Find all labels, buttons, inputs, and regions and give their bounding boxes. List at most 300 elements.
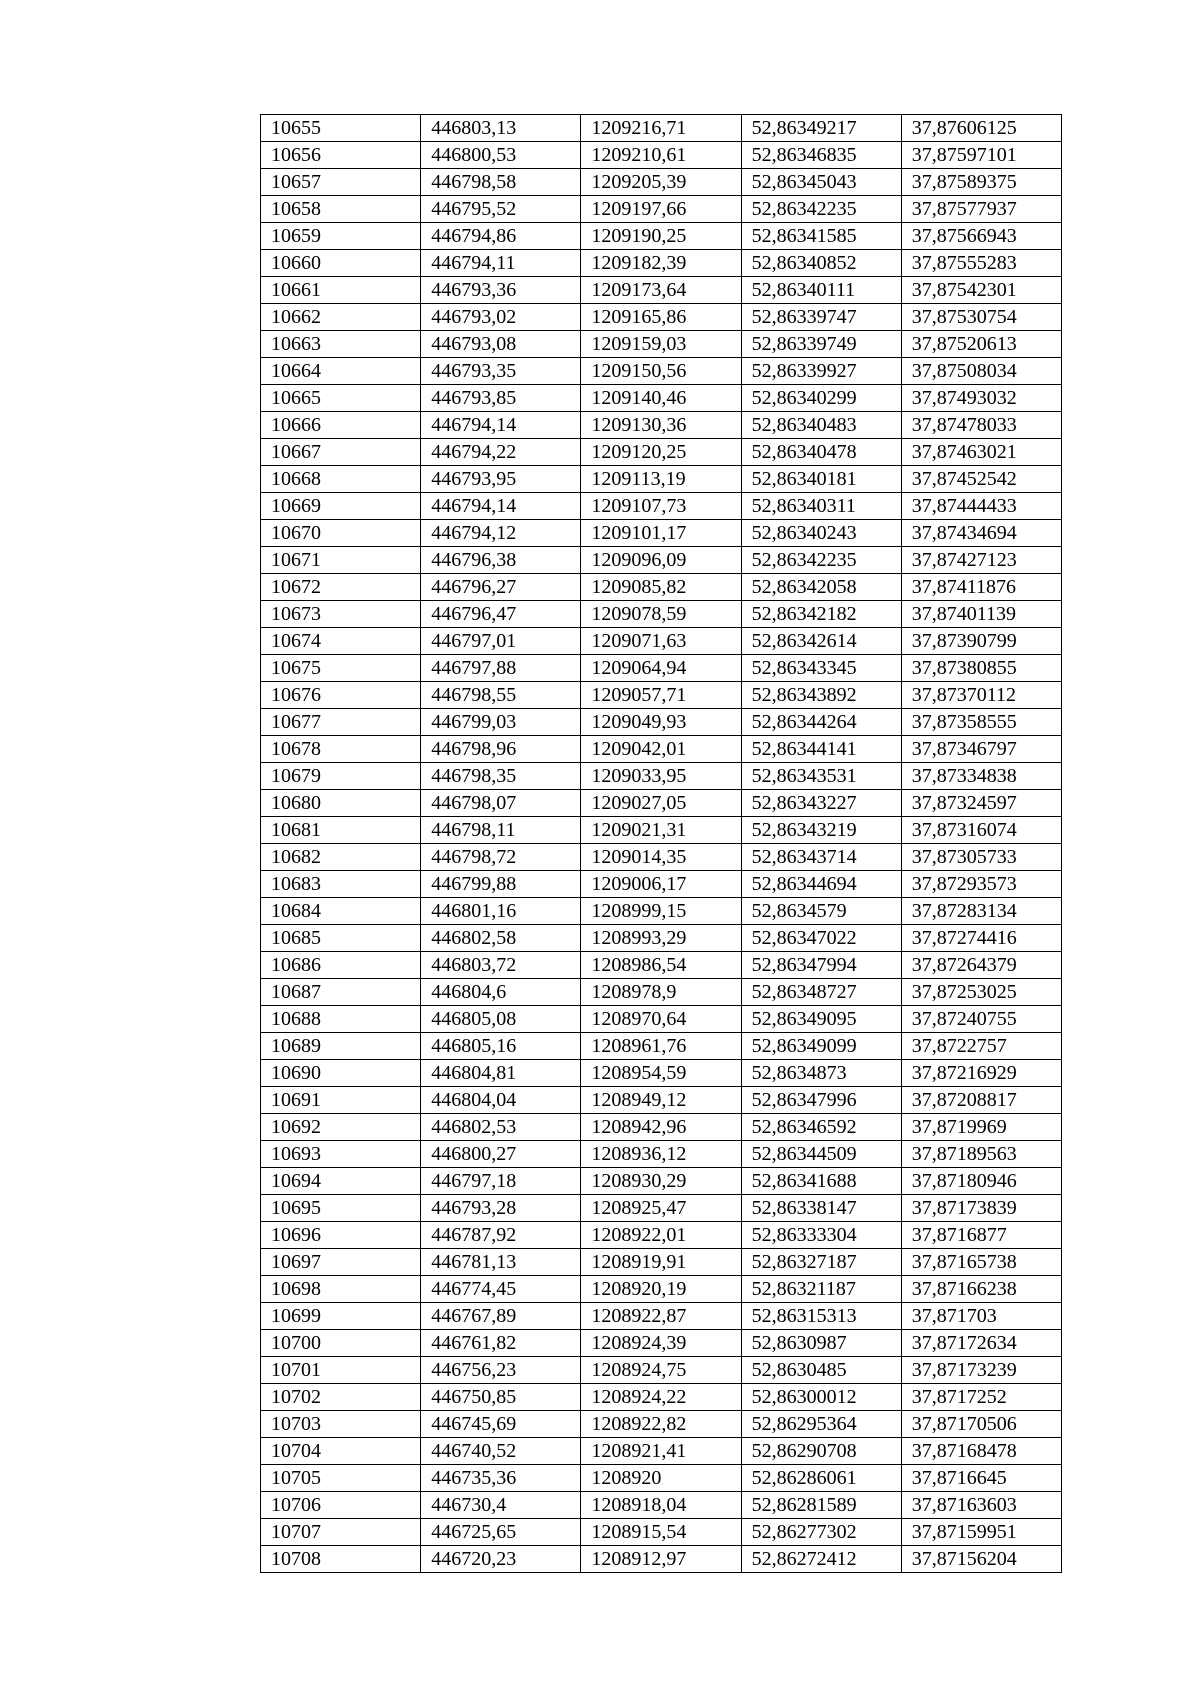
latitude-cell: 52,86347022 [741,925,901,952]
point-number-cell: 10689 [261,1033,421,1060]
table-row [261,1546,1062,1573]
table-row [261,844,1062,871]
y-coordinate-cell: 1209064,94 [581,655,741,682]
point-number-cell: 10672 [261,574,421,601]
table-row [261,817,1062,844]
latitude-cell: 52,86339927 [741,358,901,385]
table-row [261,1033,1062,1060]
longitude-cell: 37,87597101 [901,142,1061,169]
x-coordinate-cell: 446797,88 [421,655,581,682]
table-row [261,682,1062,709]
longitude-cell: 37,8722757 [901,1033,1061,1060]
y-coordinate-cell: 1208986,54 [581,952,741,979]
table-row [261,1303,1062,1330]
x-coordinate-cell: 446799,88 [421,871,581,898]
table-row [261,223,1062,250]
longitude-cell: 37,8719969 [901,1114,1061,1141]
longitude-cell: 37,87283134 [901,898,1061,925]
y-coordinate-cell: 1209113,19 [581,466,741,493]
point-number-cell: 10693 [261,1141,421,1168]
longitude-cell: 37,8716877 [901,1222,1061,1249]
x-coordinate-cell: 446802,58 [421,925,581,952]
longitude-cell: 37,87478033 [901,412,1061,439]
x-coordinate-cell: 446745,69 [421,1411,581,1438]
x-coordinate-cell: 446800,53 [421,142,581,169]
table-row [261,763,1062,790]
x-coordinate-cell: 446803,72 [421,952,581,979]
table-row [261,655,1062,682]
point-number-cell: 10662 [261,304,421,331]
table-row [261,1114,1062,1141]
point-number-cell: 10705 [261,1465,421,1492]
longitude-cell: 37,87520613 [901,331,1061,358]
table-row [261,736,1062,763]
point-number-cell: 10658 [261,196,421,223]
longitude-cell: 37,8716645 [901,1465,1061,1492]
latitude-cell: 52,86339747 [741,304,901,331]
y-coordinate-cell: 1208915,54 [581,1519,741,1546]
longitude-cell: 37,87165738 [901,1249,1061,1276]
point-number-cell: 10661 [261,277,421,304]
point-number-cell: 10706 [261,1492,421,1519]
longitude-cell: 37,87180946 [901,1168,1061,1195]
y-coordinate-cell: 1209173,64 [581,277,741,304]
longitude-cell: 37,87316074 [901,817,1061,844]
latitude-cell: 52,86342235 [741,547,901,574]
y-coordinate-cell: 1208922,01 [581,1222,741,1249]
y-coordinate-cell: 1208921,41 [581,1438,741,1465]
y-coordinate-cell: 1208924,39 [581,1330,741,1357]
point-number-cell: 10674 [261,628,421,655]
y-coordinate-cell: 1209057,71 [581,682,741,709]
table-row [261,925,1062,952]
point-number-cell: 10655 [261,115,421,142]
longitude-cell: 37,87427123 [901,547,1061,574]
longitude-cell: 37,87555283 [901,250,1061,277]
longitude-cell: 37,87380855 [901,655,1061,682]
y-coordinate-cell: 1209014,35 [581,844,741,871]
longitude-cell: 37,87168478 [901,1438,1061,1465]
latitude-cell: 52,86340483 [741,412,901,439]
x-coordinate-cell: 446798,35 [421,763,581,790]
table-row [261,169,1062,196]
point-number-cell: 10683 [261,871,421,898]
longitude-cell: 37,87173239 [901,1357,1061,1384]
latitude-cell: 52,86339749 [741,331,901,358]
x-coordinate-cell: 446794,14 [421,493,581,520]
table-row [261,1087,1062,1114]
longitude-cell: 37,871703 [901,1303,1061,1330]
longitude-cell: 37,87253025 [901,979,1061,1006]
y-coordinate-cell: 1208954,59 [581,1060,741,1087]
longitude-cell: 37,87189563 [901,1141,1061,1168]
table-row [261,1141,1062,1168]
longitude-cell: 37,87401139 [901,601,1061,628]
longitude-cell: 37,87159951 [901,1519,1061,1546]
point-number-cell: 10665 [261,385,421,412]
x-coordinate-cell: 446761,82 [421,1330,581,1357]
latitude-cell: 52,86300012 [741,1384,901,1411]
y-coordinate-cell: 1208930,29 [581,1168,741,1195]
latitude-cell: 52,86344141 [741,736,901,763]
latitude-cell: 52,86343219 [741,817,901,844]
x-coordinate-cell: 446798,58 [421,169,581,196]
point-number-cell: 10697 [261,1249,421,1276]
x-coordinate-cell: 446801,16 [421,898,581,925]
latitude-cell: 52,86347994 [741,952,901,979]
y-coordinate-cell: 1209049,93 [581,709,741,736]
latitude-cell: 52,86340299 [741,385,901,412]
table-row [261,250,1062,277]
x-coordinate-cell: 446794,14 [421,412,581,439]
latitude-cell: 52,86338147 [741,1195,901,1222]
point-number-cell: 10671 [261,547,421,574]
x-coordinate-cell: 446799,03 [421,709,581,736]
x-coordinate-cell: 446735,36 [421,1465,581,1492]
x-coordinate-cell: 446787,92 [421,1222,581,1249]
table-row [261,304,1062,331]
longitude-cell: 37,87166238 [901,1276,1061,1303]
table-row [261,1168,1062,1195]
latitude-cell: 52,86342058 [741,574,901,601]
y-coordinate-cell: 1208922,87 [581,1303,741,1330]
longitude-cell: 37,87493032 [901,385,1061,412]
latitude-cell: 52,86343345 [741,655,901,682]
longitude-cell: 37,87208817 [901,1087,1061,1114]
latitude-cell: 52,86340852 [741,250,901,277]
x-coordinate-cell: 446805,16 [421,1033,581,1060]
latitude-cell: 52,86340111 [741,277,901,304]
longitude-cell: 37,87606125 [901,115,1061,142]
point-number-cell: 10701 [261,1357,421,1384]
x-coordinate-cell: 446774,45 [421,1276,581,1303]
y-coordinate-cell: 1209096,09 [581,547,741,574]
x-coordinate-cell: 446793,02 [421,304,581,331]
point-number-cell: 10682 [261,844,421,871]
latitude-cell: 52,86349099 [741,1033,901,1060]
latitude-cell: 52,86277302 [741,1519,901,1546]
x-coordinate-cell: 446794,12 [421,520,581,547]
point-number-cell: 10669 [261,493,421,520]
latitude-cell: 52,86344509 [741,1141,901,1168]
longitude-cell: 37,87411876 [901,574,1061,601]
longitude-cell: 37,87542301 [901,277,1061,304]
x-coordinate-cell: 446793,36 [421,277,581,304]
table-row [261,1195,1062,1222]
longitude-cell: 37,87508034 [901,358,1061,385]
point-number-cell: 10696 [261,1222,421,1249]
y-coordinate-cell: 1209033,95 [581,763,741,790]
x-coordinate-cell: 446805,08 [421,1006,581,1033]
x-coordinate-cell: 446793,35 [421,358,581,385]
longitude-cell: 37,87452542 [901,466,1061,493]
table-row [261,871,1062,898]
x-coordinate-cell: 446730,4 [421,1492,581,1519]
point-number-cell: 10685 [261,925,421,952]
point-number-cell: 10656 [261,142,421,169]
longitude-cell: 37,87346797 [901,736,1061,763]
table-row [261,196,1062,223]
latitude-cell: 52,86341688 [741,1168,901,1195]
longitude-cell: 37,87293573 [901,871,1061,898]
table-row [261,1519,1062,1546]
x-coordinate-cell: 446756,23 [421,1357,581,1384]
point-number-cell: 10676 [261,682,421,709]
table-row [261,1384,1062,1411]
table-row [261,898,1062,925]
x-coordinate-cell: 446725,65 [421,1519,581,1546]
x-coordinate-cell: 446793,85 [421,385,581,412]
coordinates-table-body [261,115,1062,1573]
y-coordinate-cell: 1208978,9 [581,979,741,1006]
x-coordinate-cell: 446798,96 [421,736,581,763]
table-row [261,358,1062,385]
latitude-cell: 52,8630485 [741,1357,901,1384]
y-coordinate-cell: 1208920 [581,1465,741,1492]
x-coordinate-cell: 446796,47 [421,601,581,628]
latitude-cell: 52,86345043 [741,169,901,196]
latitude-cell: 52,86349095 [741,1006,901,1033]
x-coordinate-cell: 446803,13 [421,115,581,142]
latitude-cell: 52,86295364 [741,1411,901,1438]
y-coordinate-cell: 1208920,19 [581,1276,741,1303]
latitude-cell: 52,86342614 [741,628,901,655]
y-coordinate-cell: 1208993,29 [581,925,741,952]
latitude-cell: 52,86346592 [741,1114,901,1141]
table-row [261,1438,1062,1465]
table-row [261,709,1062,736]
point-number-cell: 10667 [261,439,421,466]
x-coordinate-cell: 446793,28 [421,1195,581,1222]
y-coordinate-cell: 1209182,39 [581,250,741,277]
latitude-cell: 52,86340181 [741,466,901,493]
y-coordinate-cell: 1208922,82 [581,1411,741,1438]
table-row [261,1465,1062,1492]
table-row [261,1492,1062,1519]
latitude-cell: 52,86341585 [741,223,901,250]
latitude-cell: 52,86333304 [741,1222,901,1249]
x-coordinate-cell: 446798,55 [421,682,581,709]
y-coordinate-cell: 1209085,82 [581,574,741,601]
latitude-cell: 52,86348727 [741,979,901,1006]
latitude-cell: 52,86315313 [741,1303,901,1330]
point-number-cell: 10687 [261,979,421,1006]
x-coordinate-cell: 446794,86 [421,223,581,250]
longitude-cell: 37,87240755 [901,1006,1061,1033]
latitude-cell: 52,86281589 [741,1492,901,1519]
point-number-cell: 10708 [261,1546,421,1573]
latitude-cell: 52,86340243 [741,520,901,547]
y-coordinate-cell: 1208918,04 [581,1492,741,1519]
table-row [261,952,1062,979]
latitude-cell: 52,86340311 [741,493,901,520]
latitude-cell: 52,86343227 [741,790,901,817]
x-coordinate-cell: 446797,01 [421,628,581,655]
x-coordinate-cell: 446796,27 [421,574,581,601]
longitude-cell: 37,87305733 [901,844,1061,871]
x-coordinate-cell: 446800,27 [421,1141,581,1168]
longitude-cell: 37,87264379 [901,952,1061,979]
x-coordinate-cell: 446804,04 [421,1087,581,1114]
y-coordinate-cell: 1208936,12 [581,1141,741,1168]
y-coordinate-cell: 1208999,15 [581,898,741,925]
longitude-cell: 37,87163603 [901,1492,1061,1519]
table-row [261,1249,1062,1276]
point-number-cell: 10692 [261,1114,421,1141]
x-coordinate-cell: 446740,52 [421,1438,581,1465]
point-number-cell: 10681 [261,817,421,844]
point-number-cell: 10684 [261,898,421,925]
longitude-cell: 37,87444433 [901,493,1061,520]
x-coordinate-cell: 446794,22 [421,439,581,466]
point-number-cell: 10707 [261,1519,421,1546]
y-coordinate-cell: 1208949,12 [581,1087,741,1114]
point-number-cell: 10702 [261,1384,421,1411]
table-row [261,547,1062,574]
coordinates-table [260,114,1062,1573]
x-coordinate-cell: 446798,72 [421,844,581,871]
point-number-cell: 10699 [261,1303,421,1330]
x-coordinate-cell: 446798,11 [421,817,581,844]
point-number-cell: 10668 [261,466,421,493]
latitude-cell: 52,86321187 [741,1276,901,1303]
table-row [261,142,1062,169]
y-coordinate-cell: 1209159,03 [581,331,741,358]
y-coordinate-cell: 1209101,17 [581,520,741,547]
y-coordinate-cell: 1208970,64 [581,1006,741,1033]
y-coordinate-cell: 1208924,22 [581,1384,741,1411]
longitude-cell: 37,87274416 [901,925,1061,952]
latitude-cell: 52,86344694 [741,871,901,898]
point-number-cell: 10664 [261,358,421,385]
point-number-cell: 10660 [261,250,421,277]
point-number-cell: 10700 [261,1330,421,1357]
latitude-cell: 52,86343892 [741,682,901,709]
table-row [261,1060,1062,1087]
point-number-cell: 10690 [261,1060,421,1087]
y-coordinate-cell: 1209197,66 [581,196,741,223]
x-coordinate-cell: 446767,89 [421,1303,581,1330]
latitude-cell: 52,86272412 [741,1546,901,1573]
y-coordinate-cell: 1208924,75 [581,1357,741,1384]
y-coordinate-cell: 1209150,56 [581,358,741,385]
y-coordinate-cell: 1208961,76 [581,1033,741,1060]
y-coordinate-cell: 1209190,25 [581,223,741,250]
x-coordinate-cell: 446720,23 [421,1546,581,1573]
point-number-cell: 10698 [261,1276,421,1303]
longitude-cell: 37,87566943 [901,223,1061,250]
x-coordinate-cell: 446804,81 [421,1060,581,1087]
latitude-cell: 52,8630987 [741,1330,901,1357]
longitude-cell: 37,87530754 [901,304,1061,331]
table-row [261,331,1062,358]
point-number-cell: 10673 [261,601,421,628]
table-row [261,1330,1062,1357]
x-coordinate-cell: 446795,52 [421,196,581,223]
point-number-cell: 10704 [261,1438,421,1465]
latitude-cell: 52,86343531 [741,763,901,790]
latitude-cell: 52,86343714 [741,844,901,871]
y-coordinate-cell: 1209210,61 [581,142,741,169]
longitude-cell: 37,87324597 [901,790,1061,817]
point-number-cell: 10663 [261,331,421,358]
latitude-cell: 52,86342235 [741,196,901,223]
longitude-cell: 37,87216929 [901,1060,1061,1087]
latitude-cell: 52,86347996 [741,1087,901,1114]
latitude-cell: 52,86342182 [741,601,901,628]
point-number-cell: 10666 [261,412,421,439]
table-row [261,439,1062,466]
latitude-cell: 52,86344264 [741,709,901,736]
table-row [261,1357,1062,1384]
longitude-cell: 37,87589375 [901,169,1061,196]
longitude-cell: 37,87173839 [901,1195,1061,1222]
table-row [261,1006,1062,1033]
y-coordinate-cell: 1209216,71 [581,115,741,142]
latitude-cell: 52,86346835 [741,142,901,169]
y-coordinate-cell: 1209027,05 [581,790,741,817]
point-number-cell: 10677 [261,709,421,736]
longitude-cell: 37,87390799 [901,628,1061,655]
table-row [261,412,1062,439]
point-number-cell: 10657 [261,169,421,196]
y-coordinate-cell: 1209042,01 [581,736,741,763]
table-row [261,574,1062,601]
y-coordinate-cell: 1209021,31 [581,817,741,844]
longitude-cell: 37,87577937 [901,196,1061,223]
y-coordinate-cell: 1209107,73 [581,493,741,520]
longitude-cell: 37,87172634 [901,1330,1061,1357]
y-coordinate-cell: 1209140,46 [581,385,741,412]
x-coordinate-cell: 446804,6 [421,979,581,1006]
y-coordinate-cell: 1209130,36 [581,412,741,439]
table-row [261,115,1062,142]
table-row [261,1276,1062,1303]
table-row [261,466,1062,493]
point-number-cell: 10703 [261,1411,421,1438]
point-number-cell: 10675 [261,655,421,682]
table-row [261,979,1062,1006]
point-number-cell: 10686 [261,952,421,979]
point-number-cell: 10694 [261,1168,421,1195]
longitude-cell: 37,87434694 [901,520,1061,547]
y-coordinate-cell: 1209078,59 [581,601,741,628]
latitude-cell: 52,86290708 [741,1438,901,1465]
point-number-cell: 10678 [261,736,421,763]
point-number-cell: 10680 [261,790,421,817]
y-coordinate-cell: 1209071,63 [581,628,741,655]
latitude-cell: 52,86340478 [741,439,901,466]
y-coordinate-cell: 1208919,91 [581,1249,741,1276]
y-coordinate-cell: 1209205,39 [581,169,741,196]
latitude-cell: 52,8634579 [741,898,901,925]
y-coordinate-cell: 1209165,86 [581,304,741,331]
y-coordinate-cell: 1208925,47 [581,1195,741,1222]
y-coordinate-cell: 1208912,97 [581,1546,741,1573]
x-coordinate-cell: 446793,08 [421,331,581,358]
table-row [261,385,1062,412]
longitude-cell: 37,87156204 [901,1546,1061,1573]
y-coordinate-cell: 1209006,17 [581,871,741,898]
point-number-cell: 10695 [261,1195,421,1222]
longitude-cell: 37,87358555 [901,709,1061,736]
x-coordinate-cell: 446798,07 [421,790,581,817]
longitude-cell: 37,87370112 [901,682,1061,709]
table-row [261,1411,1062,1438]
y-coordinate-cell: 1209120,25 [581,439,741,466]
x-coordinate-cell: 446794,11 [421,250,581,277]
table-row [261,520,1062,547]
